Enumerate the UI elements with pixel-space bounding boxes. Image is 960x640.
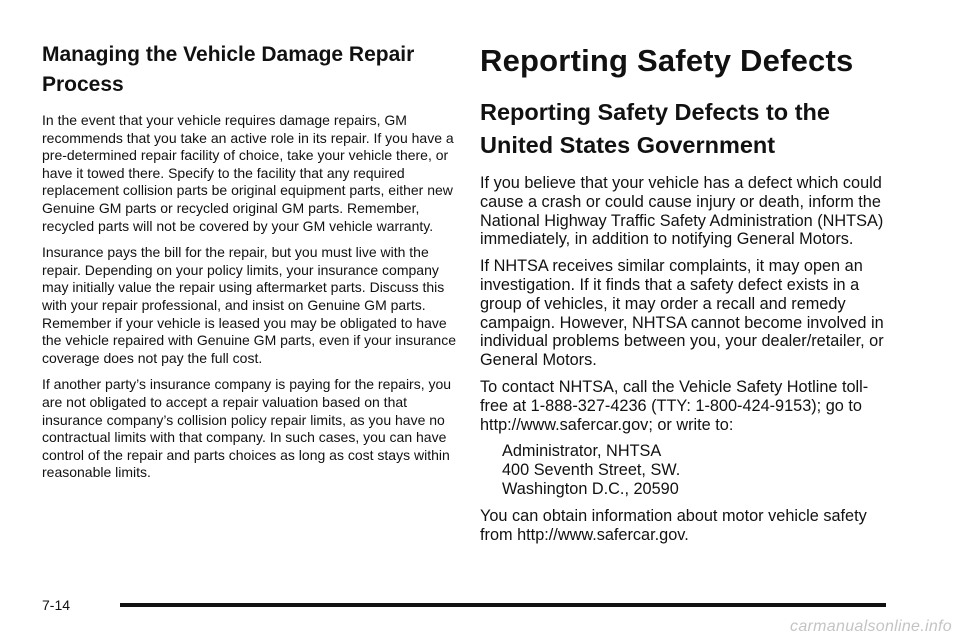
right-column xyxy=(480,40,890,552)
address-line-1: Administrator, NHTSA xyxy=(502,442,662,461)
left-column xyxy=(42,40,460,491)
footer-rule xyxy=(120,603,886,607)
watermark-text: carmanualsonline.info xyxy=(790,618,952,635)
nhtsa-address-block xyxy=(502,442,890,498)
paragraph-safety-closing: You can obtain information about motor vehicle safety from http://www.safercar.gov. xyxy=(480,506,867,544)
paragraph-damage-repair-3: If another party’s insurance company is paying for the repairs, you are not obligated to accept a repair valuation based on that insurance company’s collision policy repair limits, as you have no contractual limits with that company. In such cases, you can have control of the repair and parts choices as long as cost stays within reasonable limits. xyxy=(42,376,452,481)
paragraph-damage-repair-1: In the event that your vehicle requires damage repairs, GM recommends that you take an active role in its repair. If you have a pre-determined repair facility of choice, take your vehicle there, or have it towed there. Specify to the facility that any required replacement collision parts be original equipment parts, either new Genuine GM parts or recycled original GM parts. Remember, recycled parts will not be covered by your GM vehicle warranty. xyxy=(42,112,454,234)
page-title-reporting-safety-defects: Reporting Safety Defects xyxy=(480,43,854,78)
section-heading-us-government: Reporting Safety Defects to the United States Government xyxy=(480,99,830,158)
section-heading-damage-repair: Managing the Vehicle Damage Repair Process xyxy=(42,43,415,96)
page-number: 7-14 xyxy=(42,597,71,613)
paragraph-safety-defect-2: If NHTSA receives similar complaints, it may open an investigation. If it finds that a safety defect exists in a group of vehicles, it may order a recall and remedy campaign. However, NHTSA cannot become involved in individual problems between you, your dealer/retailer, or General Motors. xyxy=(480,257,884,370)
paragraph-safety-defect-1: If you believe that your vehicle has a defect which could cause a crash or could cause injury or death, inform the National Highway Traffic Safety Administration (NHTSA) immediately, in addition to notifying General Motors. xyxy=(480,174,884,249)
address-line-3: Washington D.C., 20590 xyxy=(502,479,679,498)
address-line-2: 400 Seventh Street, SW. xyxy=(502,461,681,480)
paragraph-safety-defect-3: To contact NHTSA, call the Vehicle Safety Hotline toll-free at 1-888-327-4236 (TTY: 1-800-424-9153); go to http://www.safercar.gov; or write to: xyxy=(480,377,869,434)
paragraph-damage-repair-2: Insurance pays the bill for the repair, but you must live with the repair. Depending on your policy limits, your insurance company may initially value the repair using aftermarket parts. Discuss this with your repair professional, and insist on Genuine GM parts. Remember if your vehicle is leased you may be obligated to have the vehicle repaired with Genuine GM parts, even if your insurance coverage does not pay the full cost. xyxy=(42,244,456,366)
